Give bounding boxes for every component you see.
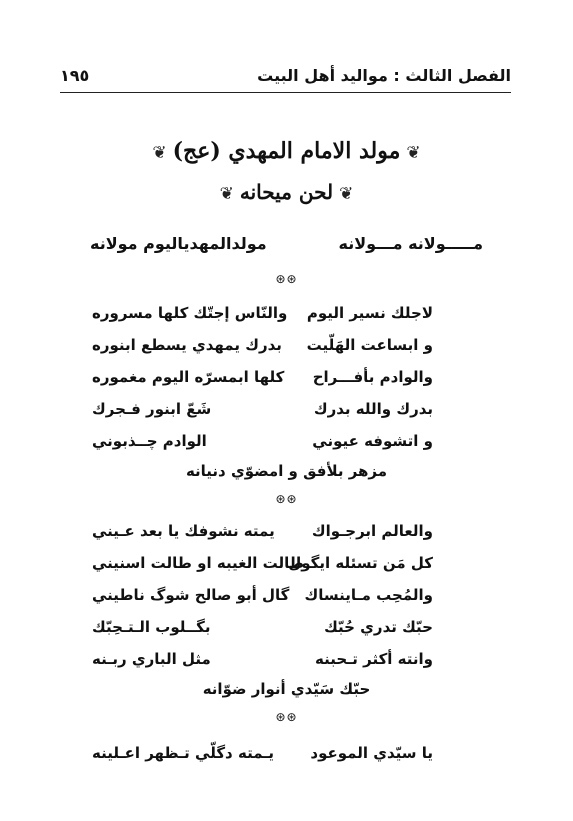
- tune-title: [0, 180, 573, 204]
- verse-first-hemistich: بدرك والله بدرك: [313, 400, 433, 418]
- verse-line: [92, 744, 433, 770]
- chapter-title: الفصل الثالث : مواليد أهل البيت: [257, 66, 511, 85]
- verse-line: [92, 554, 433, 580]
- verse-first-hemistich: يا سيّدي الموعود: [310, 744, 433, 762]
- verse-second-hemistich: بگــلوب الـتـحِبّك: [92, 618, 211, 636]
- tune-title-text: لحن ميحانه: [239, 180, 334, 204]
- ornament-icon: ❦: [339, 184, 354, 204]
- verse-line: [92, 618, 433, 644]
- page-number: ١٩٥: [60, 66, 90, 85]
- verse-second-hemistich: شَعّ ابنور فـجرك: [92, 400, 212, 418]
- verse-first-hemistich: والمُحِب مـاينساك: [304, 586, 433, 604]
- refrain-part-1: مـــــولانه مـــولانه: [338, 234, 483, 253]
- verse-line: [92, 432, 433, 458]
- verse-second-hemistich: كلها ابمسرّه اليوم مغموره: [92, 368, 285, 386]
- stanza-separator: ⊛⊛: [275, 272, 298, 286]
- stanza-closing-line: مزهر بلأفق و امضوّي دنيانه: [185, 462, 388, 480]
- verse-line: [92, 368, 433, 394]
- poem-title: [0, 138, 573, 164]
- verse-line: [92, 650, 433, 676]
- verse-first-hemistich: لاجلك نسير اليوم: [306, 304, 433, 322]
- verse-first-hemistich: و ابساعت الهَلّيت: [306, 336, 433, 354]
- verse-second-hemistich: الوادم چــذبوني: [92, 432, 207, 450]
- refrain-line: [90, 234, 483, 262]
- ornament-icon: ❦: [152, 143, 167, 163]
- running-header: [60, 64, 511, 93]
- stanza-separator: ⊛⊛: [275, 710, 298, 724]
- stanza-closing-line: حبّك سَيّدي أنوار ضوّانه: [202, 680, 371, 698]
- verse-first-hemistich: حبّك تدري حُبّك: [324, 618, 433, 636]
- verse-second-hemistich: مثل الباري ربـنه: [92, 650, 211, 668]
- verse-second-hemistich: والنّاس إجتّك كلها مسروره: [92, 304, 288, 322]
- verse-line: [92, 336, 433, 362]
- verse-second-hemistich: يـمته دگلّي تـظهر اعـلينه: [92, 744, 275, 762]
- stanza-separator: ⊛⊛: [275, 492, 298, 506]
- verse-second-hemistich: طالت الغيبه او طالت اسنيني: [92, 554, 304, 572]
- verse-first-hemistich: وانته أكثر تـحبنه: [315, 650, 433, 668]
- verse-first-hemistich: كل مَن تسئله ايگول: [288, 554, 433, 572]
- verse-line: [92, 586, 433, 612]
- verse-second-hemistich: يمته نشوفك يا بعد عـيني: [92, 522, 275, 540]
- verse-line: [92, 522, 433, 548]
- verse-first-hemistich: و اتشوفه عيوني: [312, 432, 433, 450]
- ornament-icon: ❦: [219, 184, 234, 204]
- verse-first-hemistich: والوادم بأفـــراح: [312, 368, 433, 386]
- poem-title-text: مولد الامام المهدي (عج): [172, 138, 401, 164]
- ornament-icon: ❦: [406, 143, 421, 163]
- verse-line: [92, 304, 433, 330]
- verse-second-hemistich: بدرك يمهدي يسطع ابنوره: [92, 336, 282, 354]
- verse-first-hemistich: والعالم ابرجـواك: [311, 522, 433, 540]
- refrain-part-2: مولدالمهدياليوم مولانه: [90, 234, 267, 253]
- verse-second-hemistich: گال أبو صالح شوگ ناطيني: [92, 586, 290, 604]
- verse-line: [92, 400, 433, 426]
